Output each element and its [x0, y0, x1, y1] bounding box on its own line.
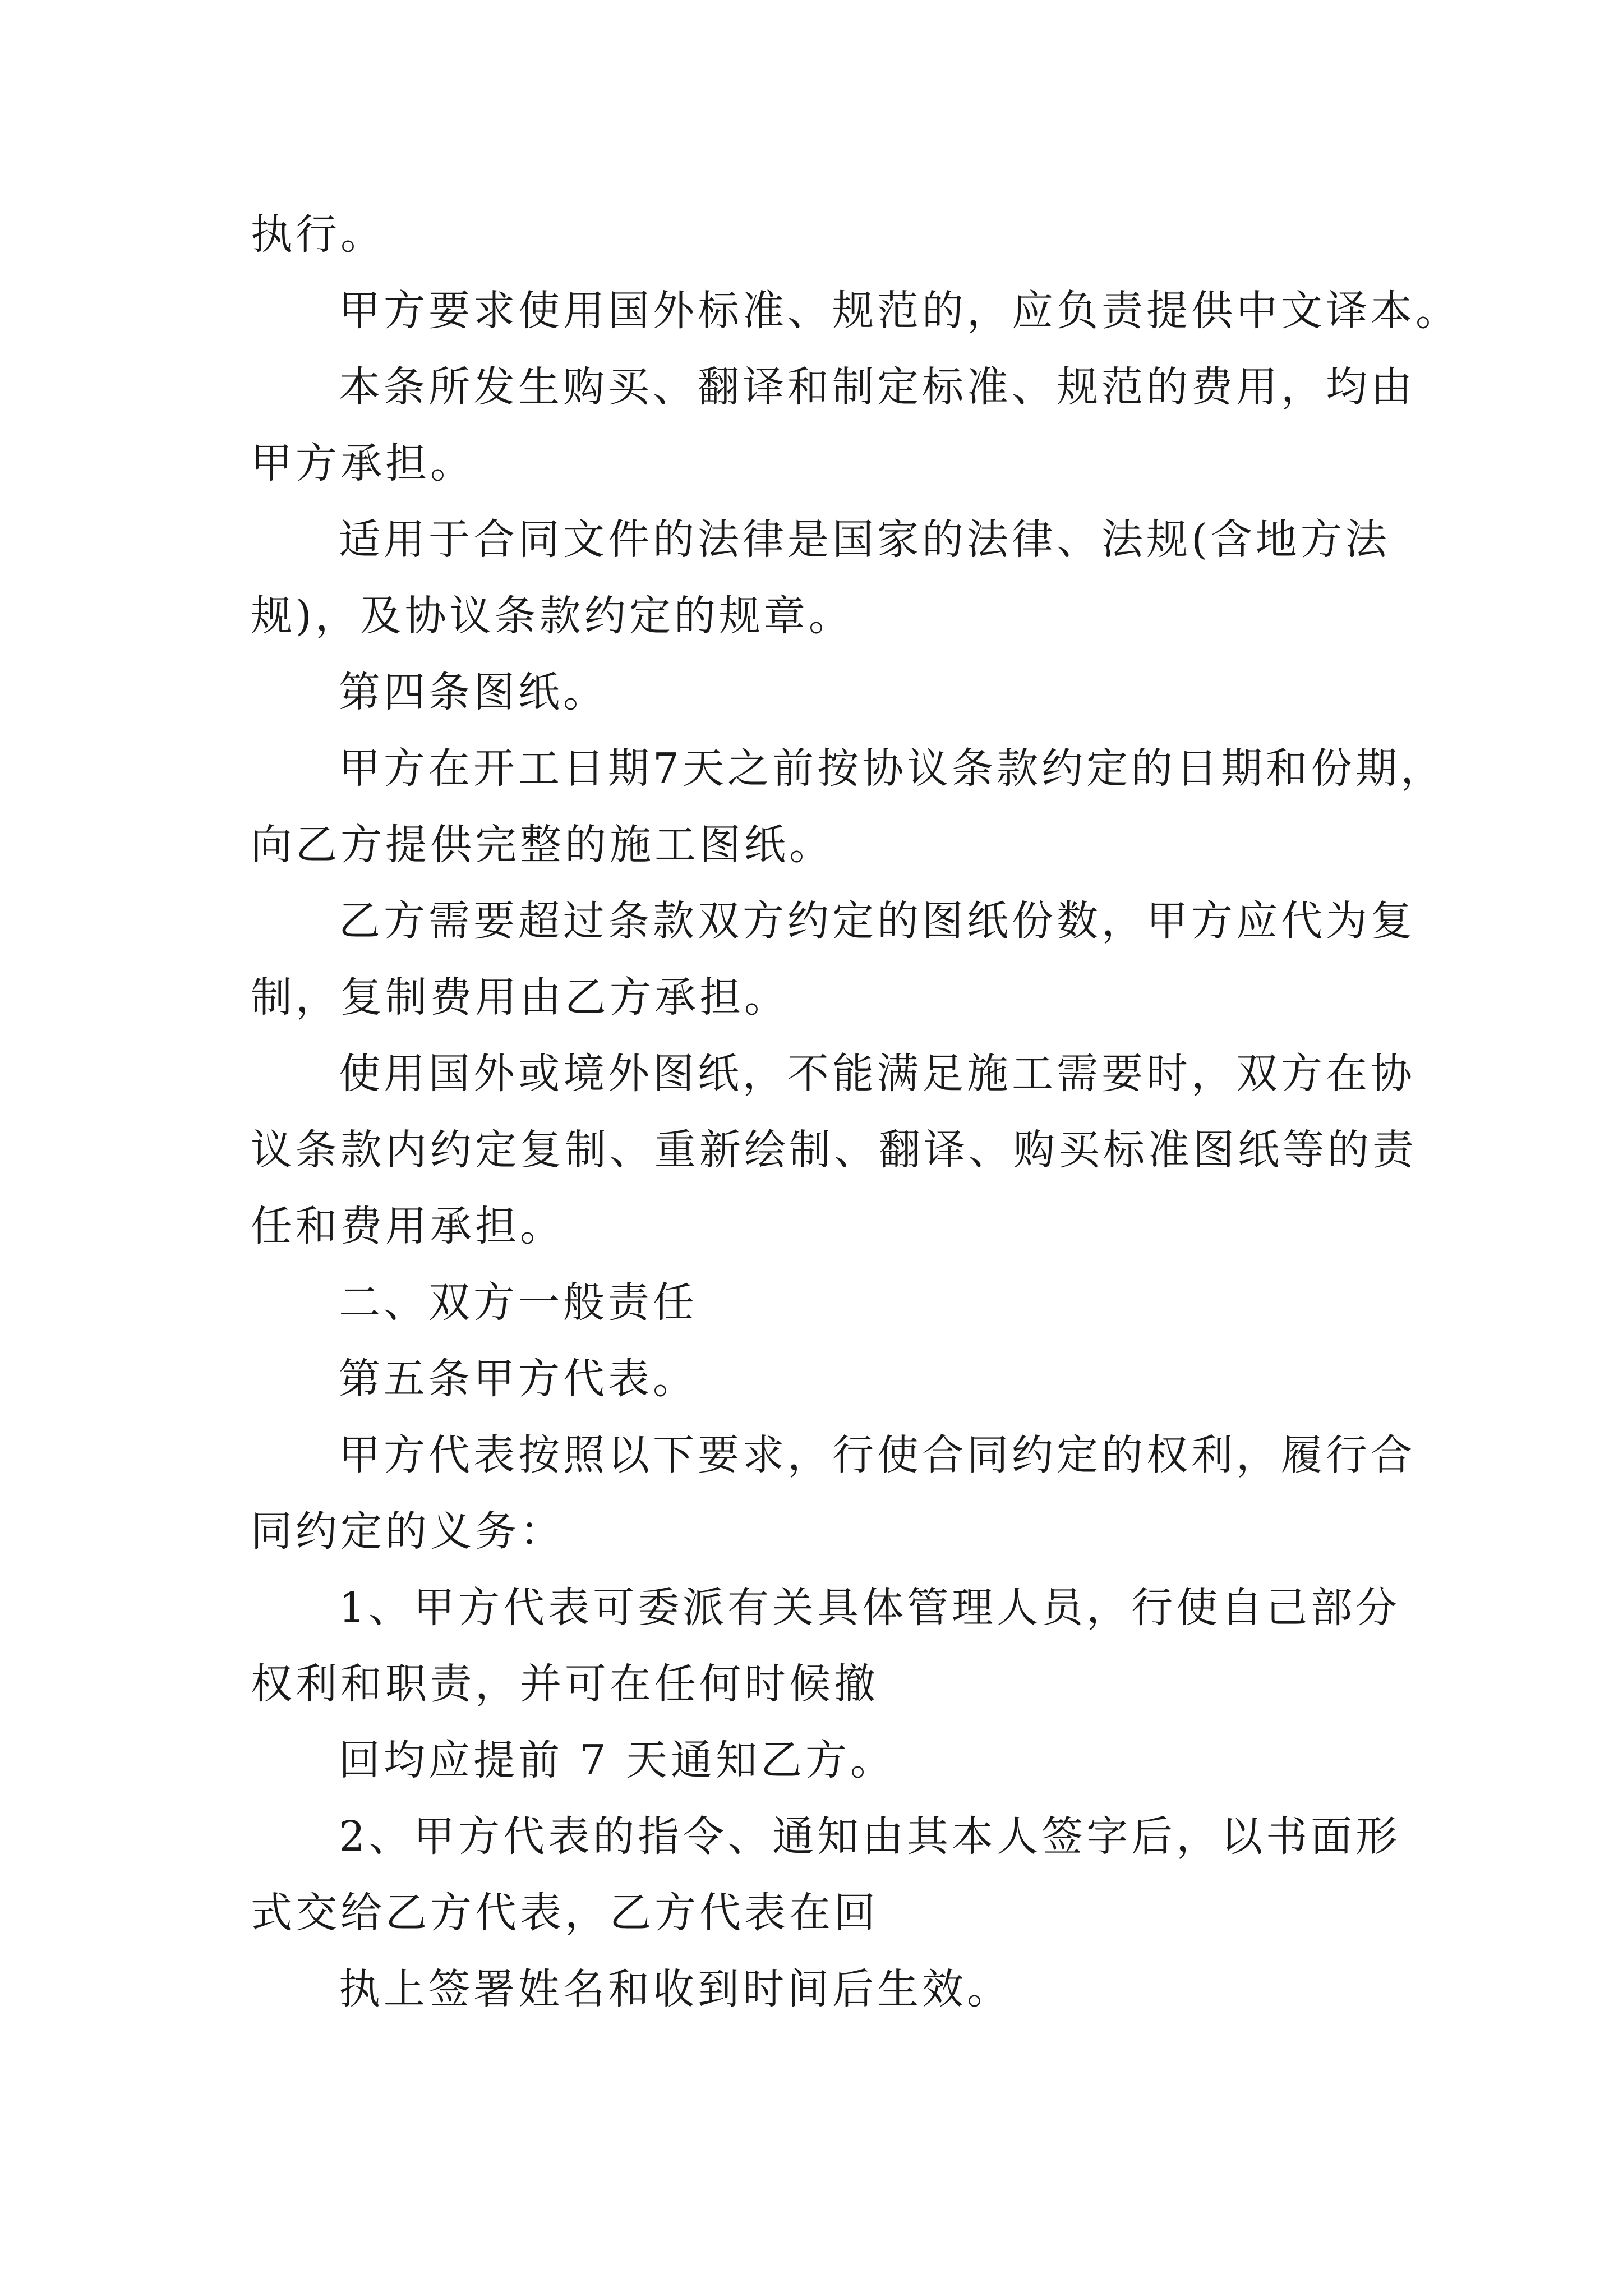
text-line: 本条所发生购买、翻译和制定标准、规范的费用，均由: [339, 363, 1415, 411]
text-line: 同约定的义务：: [251, 1507, 565, 1556]
paragraph: [251, 1570, 1401, 1722]
section-heading: 第五条甲方代表。: [339, 1355, 698, 1403]
paragraph: [251, 1341, 1384, 1417]
document-body: [251, 196, 1460, 2027]
paragraph: [251, 501, 1390, 654]
paragraph: [251, 349, 1415, 501]
paragraph: [251, 1036, 1417, 1264]
text-line: 适用于合同文件的法律是国家的法律、法规(含地方法: [339, 516, 1390, 564]
text-line: 甲方在开工日期7天之前按协议条款约定的日期和份期，: [339, 744, 1446, 793]
paragraph: [251, 196, 1384, 273]
paragraph: [251, 273, 1460, 349]
text-line: 乙方需要超过条款双方约定的图纸份数，甲方应代为复: [339, 897, 1415, 945]
text-line: 使用国外或境外图纸，不能满足施工需要时，双方在协: [339, 1050, 1415, 1098]
paragraph: [251, 730, 1446, 883]
paragraph: [251, 1722, 1384, 1798]
paragraph: [251, 1264, 1384, 1341]
text-line: 议条款内约定复制、重新绘制、翻译、购买标准图纸等的责: [251, 1126, 1417, 1174]
text-line: 向乙方提供完整的施工图纸。: [251, 821, 834, 869]
text-line: 执行。: [251, 210, 385, 259]
text-line: 执上签署姓名和收到时间后生效。: [339, 1965, 1012, 2013]
text-line: 制，复制费用由乙方承担。: [251, 973, 789, 1022]
text-line: 甲方要求使用国外标准、规范的，应负责提供中文译本。: [339, 287, 1460, 335]
section-heading: 第四条图纸。: [339, 668, 608, 716]
paragraph: [251, 1417, 1415, 1570]
text-line: 甲方代表按照以下要求，行使合同约定的权利，履行合: [339, 1431, 1415, 1479]
text-line: 甲方承担。: [251, 439, 475, 487]
text-line: 式交给乙方代表，乙方代表在回: [251, 1889, 879, 1937]
paragraph: [251, 654, 1384, 730]
text-line: 规)，及协议条款约定的规章。: [251, 592, 854, 640]
text-line: 权利和职责，并可在任何时候撤: [251, 1660, 879, 1708]
paragraph: [251, 883, 1415, 1036]
text-line: 回均应提前 7 天通知乙方。: [339, 1736, 896, 1784]
section-heading: 二、双方一般责任: [339, 1278, 698, 1327]
paragraph: [251, 1951, 1384, 2027]
text-line: 2、甲方代表的指令、通知由其本人签字后，以书面形: [339, 1812, 1401, 1861]
paragraph: [251, 1798, 1401, 1951]
text-line: 任和费用承担。: [251, 1202, 565, 1250]
text-line: 1、甲方代表可委派有关具体管理人员，行使自己部分: [339, 1584, 1401, 1632]
